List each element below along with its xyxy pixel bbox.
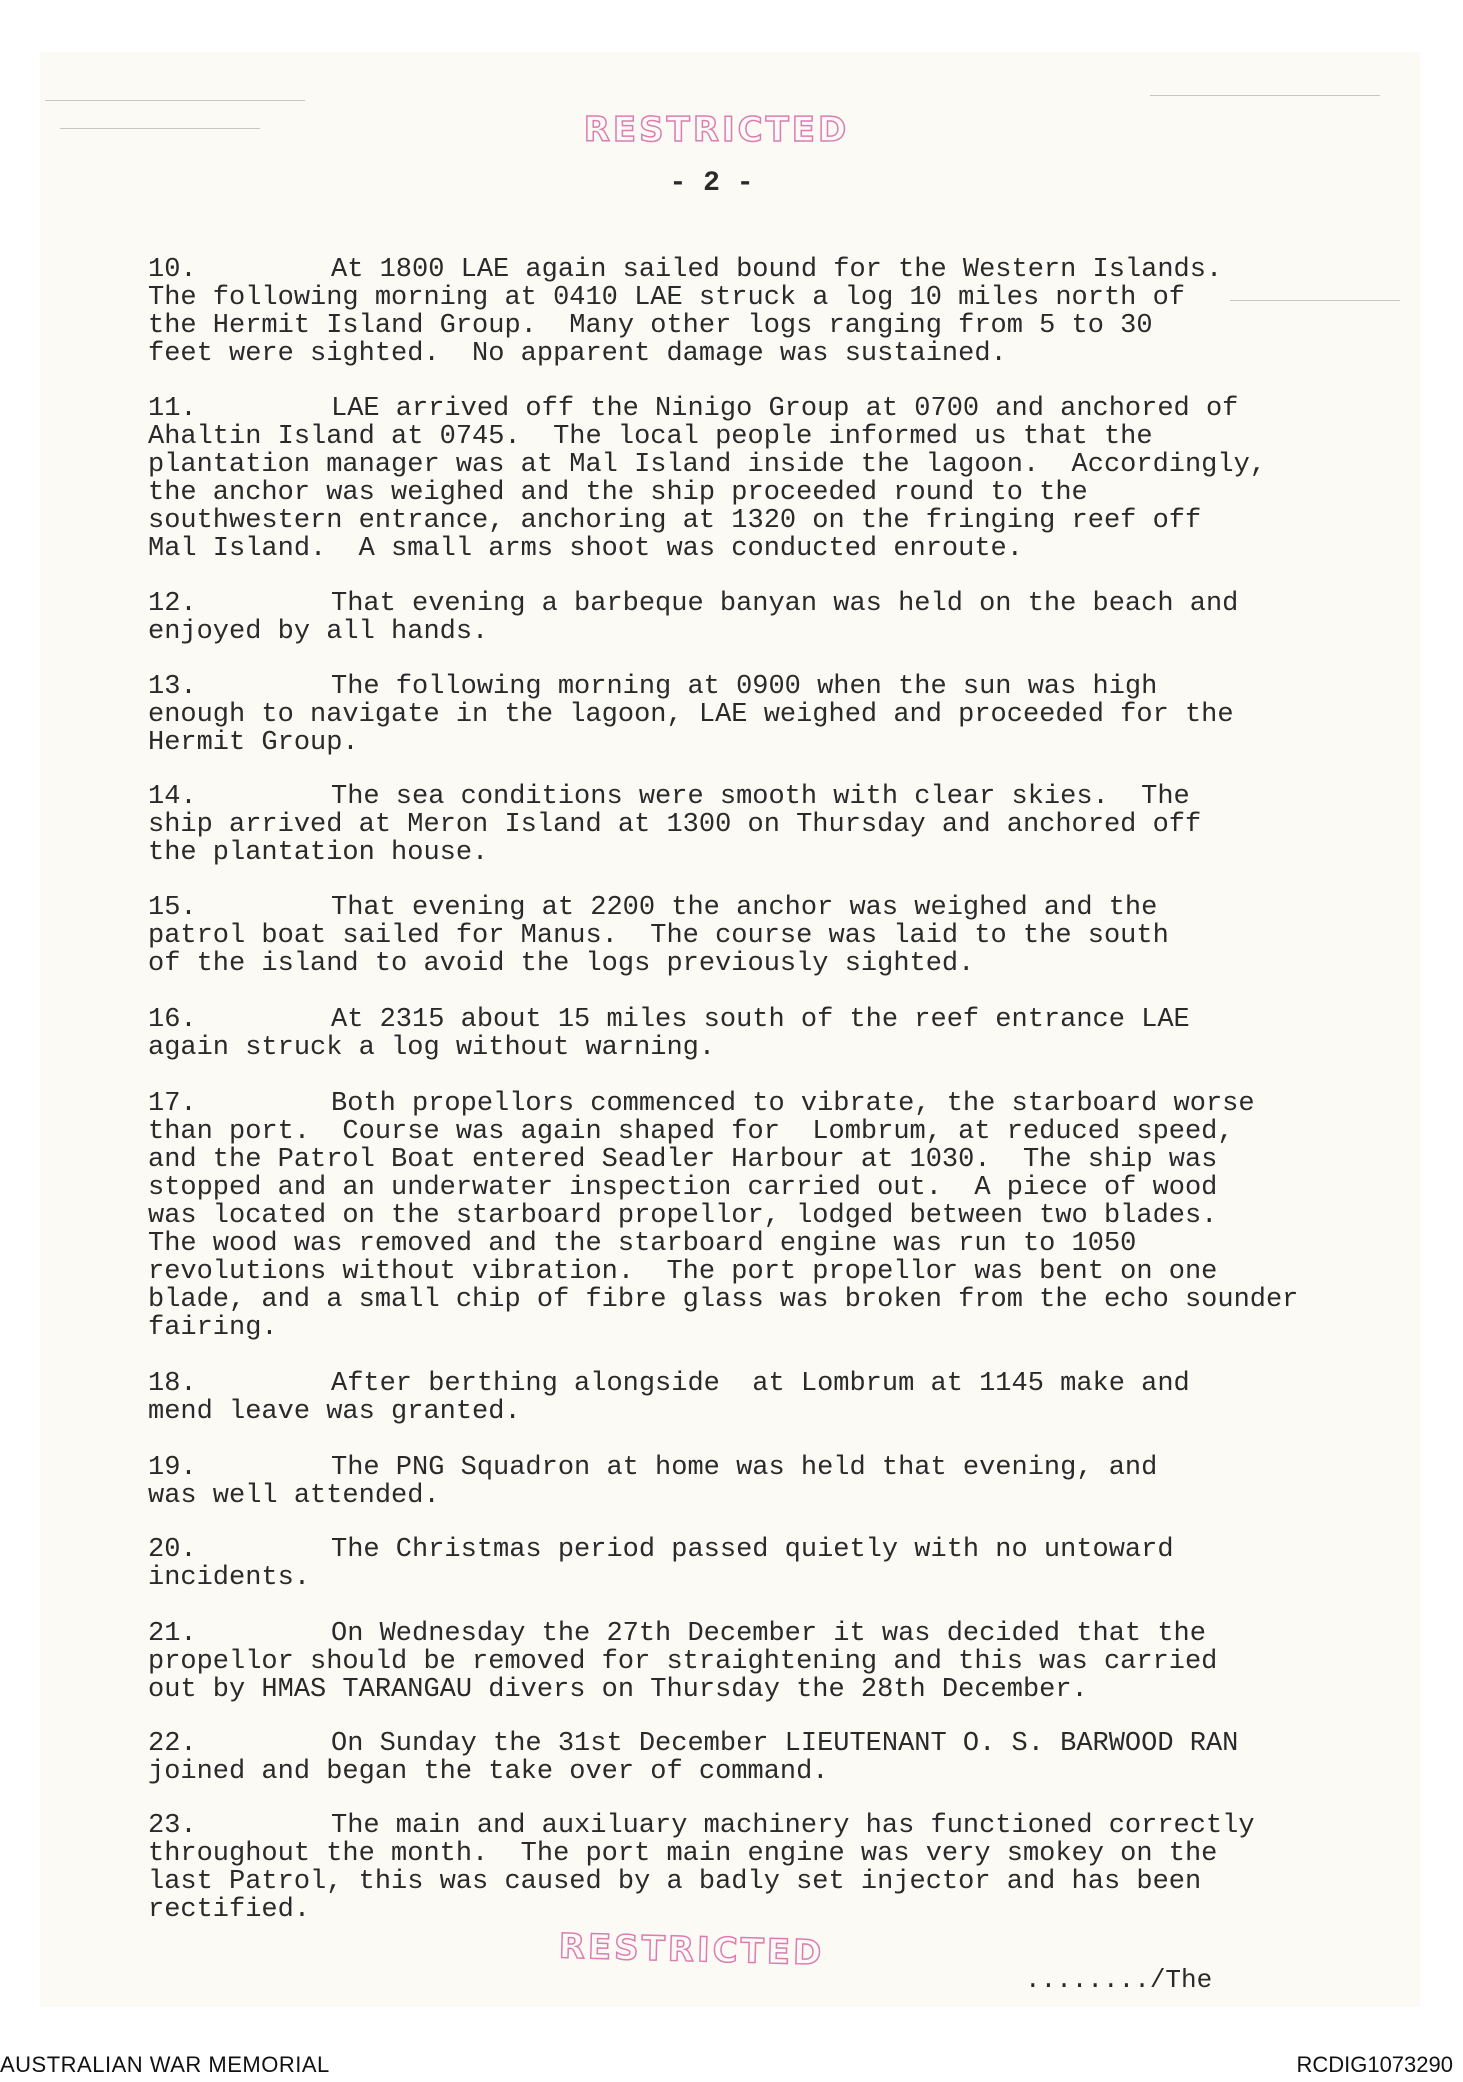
paragraph-line: That evening a barbeque banyan was held on the beach and (331, 589, 1239, 619)
paragraph-line: plantation manager was at Mal Island inside the lagoon. Accordingly, (148, 450, 1266, 480)
paragraph-11 (148, 395, 1328, 563)
paragraph-22 (148, 1730, 1328, 1786)
paragraph-line: last Patrol, this was caused by a badly set injector and has been (148, 1867, 1202, 1897)
paragraph-line: revolutions without vibration. The port propellor was bent on one (148, 1257, 1218, 1287)
paragraph-number: 20. (148, 1535, 197, 1565)
paragraph-line: The following morning at 0410 LAE struck a log 10 miles north of (148, 283, 1185, 313)
paragraph-18 (148, 1370, 1328, 1426)
paragraph-line: patrol boat sailed for Manus. The course was laid to the south (148, 921, 1169, 951)
paragraph-number: 22. (148, 1729, 197, 1759)
archive-credit: AUSTRALIAN WAR MEMORIAL (0, 2052, 330, 2077)
paragraph-line: On Wednesday the 27th December it was decided that the (331, 1619, 1206, 1649)
paragraph-10 (148, 256, 1328, 368)
paragraph-line: out by HMAS TARANGAU divers on Thursday the 28th December. (148, 1675, 1088, 1705)
paragraph-14 (148, 783, 1328, 867)
paragraph-line: The sea conditions were smooth with clear skies. The (331, 782, 1190, 812)
paragraph-21 (148, 1620, 1328, 1704)
paragraph-17 (148, 1090, 1328, 1342)
paragraph-line: blade, and a small chip of fibre glass was broken from the echo sounder (148, 1285, 1299, 1315)
paragraph-line: than port. Course was again shaped for Lombrum, at reduced speed, (148, 1117, 1234, 1147)
paragraph-line: joined and began the take over of command. (148, 1757, 829, 1787)
paragraph-number: 18. (148, 1369, 197, 1399)
paragraph-line: mend leave was granted. (148, 1397, 521, 1427)
paragraph-line: The Christmas period passed quietly with no untoward (331, 1535, 1174, 1565)
paragraph-13 (148, 673, 1328, 757)
paragraph-20 (148, 1536, 1328, 1592)
paragraph-line: the anchor was weighed and the ship proceeded round to the (148, 478, 1088, 508)
paragraph-line: Ahaltin Island at 0745. The local people informed us that the (148, 422, 1153, 452)
paragraph-line: After berthing alongside at Lombrum at 1145 make and (331, 1369, 1190, 1399)
paragraph-number: 21. (148, 1619, 197, 1649)
paragraph-line: Both propellors commenced to vibrate, the starboard worse (331, 1089, 1255, 1119)
paragraph-line: the Hermit Island Group. Many other logs ranging from 5 to 30 (148, 311, 1153, 341)
paragraph-12 (148, 590, 1328, 646)
page-number: - 2 - (669, 168, 754, 199)
paragraph-line: incidents. (148, 1563, 311, 1593)
paragraph-line: of the island to avoid the logs previously sighted. (148, 949, 975, 979)
continuation-marker: ......../The (1025, 1965, 1213, 1995)
paragraph-line: rectified. (148, 1895, 311, 1925)
paragraph-line: ship arrived at Meron Island at 1300 on Thursday and anchored off (148, 810, 1202, 840)
paragraph-23 (148, 1812, 1328, 1924)
paragraph-number: 10. (148, 255, 197, 285)
restricted-stamp-bottom: RESTRICTED (558, 1926, 825, 1974)
paragraph-line: The wood was removed and the starboard engine was run to 1050 (148, 1229, 1137, 1259)
paragraph-line: fairing. (148, 1313, 278, 1343)
restricted-stamp-top: RESTRICTED (583, 110, 850, 150)
paragraph-19 (148, 1454, 1328, 1510)
paragraph-number: 12. (148, 589, 197, 619)
paragraph-number: 11. (148, 394, 197, 424)
paragraph-line: the plantation house. (148, 838, 489, 868)
paragraph-line: Hermit Group. (148, 728, 359, 758)
paragraph-line: throughout the month. The port main engine was very smokey on the (148, 1839, 1218, 1869)
paragraph-line: was located on the starboard propellor, lodged between two blades. (148, 1201, 1218, 1231)
paragraph-number: 13. (148, 672, 197, 702)
paragraph-line: At 2315 about 15 miles south of the reef entrance LAE (331, 1005, 1190, 1035)
paragraph-line: stopped and an underwater inspection carried out. A piece of wood (148, 1173, 1218, 1203)
paragraph-number: 15. (148, 893, 197, 923)
paragraph-line: was well attended. (148, 1481, 440, 1511)
paragraph-line: southwestern entrance, anchoring at 1320 on the fringing reef off (148, 506, 1202, 536)
paragraph-16 (148, 1006, 1328, 1062)
paragraph-line: On Sunday the 31st December LIEUTENANT O. S. BARWOOD RAN (331, 1729, 1239, 1759)
paragraph-line: At 1800 LAE again sailed bound for the Western Islands. (331, 255, 1223, 285)
paragraph-number: 17. (148, 1089, 197, 1119)
paragraph-line: feet were sighted. No apparent damage was sustained. (148, 339, 1007, 369)
paragraph-line: The PNG Squadron at home was held that evening, and (331, 1453, 1158, 1483)
paragraph-number: 19. (148, 1453, 197, 1483)
paragraph-line: propellor should be removed for straightening and this was carried (148, 1647, 1218, 1677)
paragraph-line: enjoyed by all hands. (148, 617, 489, 647)
scan-mark (1150, 95, 1380, 96)
scan-mark (45, 100, 305, 101)
paragraph-line: Mal Island. A small arms shoot was conducted enroute. (148, 534, 1023, 564)
paragraph-line: again struck a log without warning. (148, 1033, 716, 1063)
paragraph-15 (148, 894, 1328, 978)
paragraph-line: and the Patrol Boat entered Seadler Harbour at 1030. The ship was (148, 1145, 1218, 1175)
paragraph-number: 16. (148, 1005, 197, 1035)
paragraph-line: That evening at 2200 the anchor was weighed and the (331, 893, 1158, 923)
paragraph-line: The following morning at 0900 when the sun was high (331, 672, 1158, 702)
record-id: RCDIG1073290 (1296, 2052, 1453, 2077)
paragraph-line: LAE arrived off the Ninigo Group at 0700 and anchored of (331, 394, 1239, 424)
paragraph-number: 23. (148, 1811, 197, 1841)
paragraph-number: 14. (148, 782, 197, 812)
paragraph-line: The main and auxiluary machinery has functioned correctly (331, 1811, 1255, 1841)
paragraph-line: enough to navigate in the lagoon, LAE weighed and proceeded for the (148, 700, 1234, 730)
